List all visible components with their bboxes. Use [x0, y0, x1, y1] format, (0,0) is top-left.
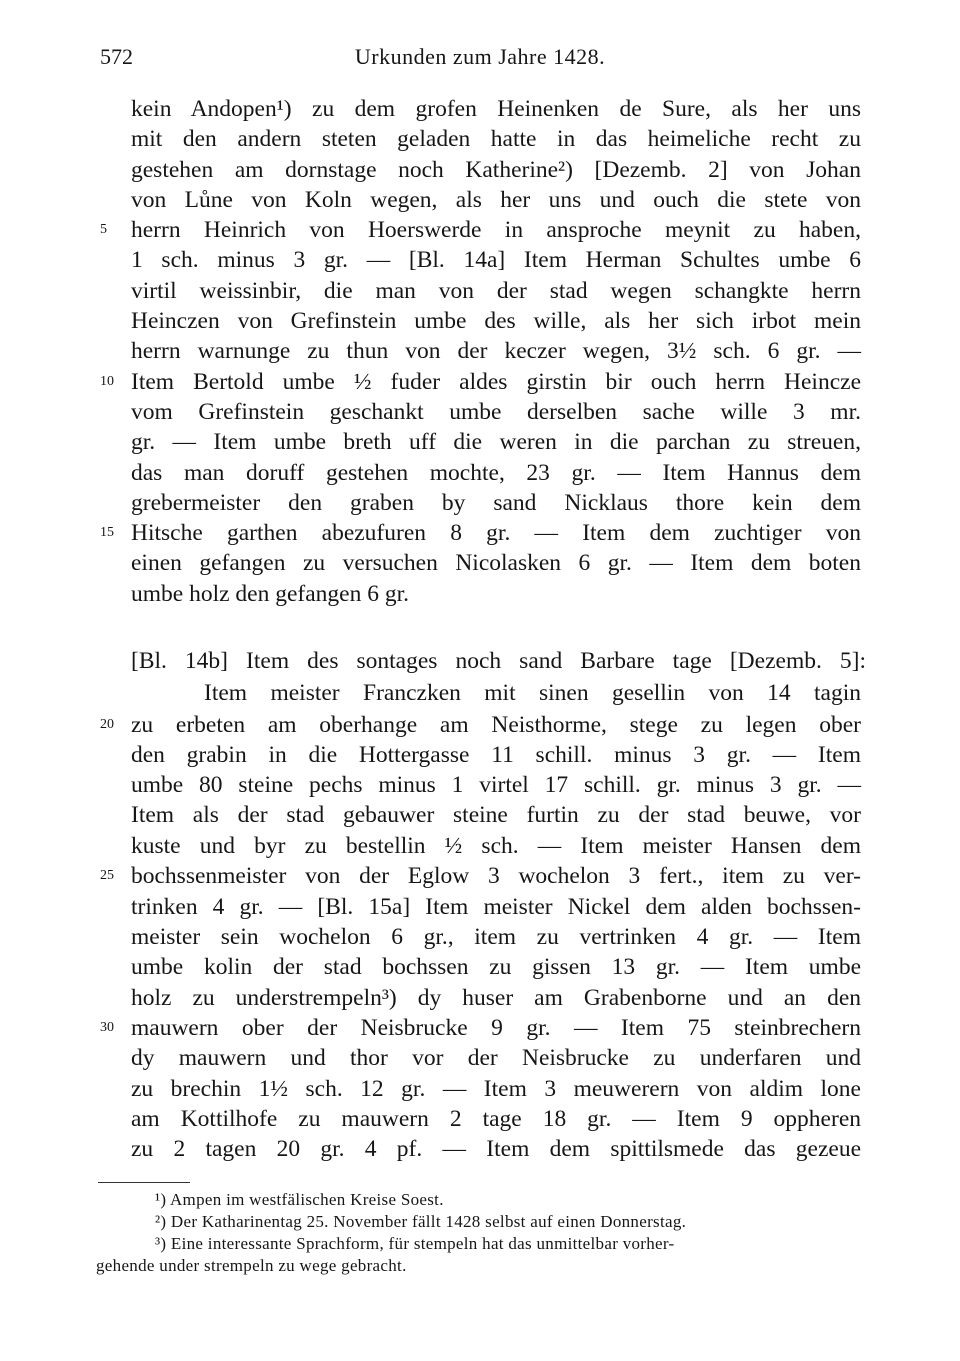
text-line: gr. — Item umbe breth uff die weren in die parchan zu streuen, [131, 429, 861, 455]
footnote-separator [98, 1182, 190, 1183]
text-line: umbe 80 steine pechs minus 1 virtel 17 schill. gr. minus 3 gr. — [131, 772, 861, 798]
footnote: ¹) Ampen im westfälischen Kreise Soest. [155, 1190, 444, 1209]
text-line: kein Andopen¹) zu dem grofen Heinenken de Sure, als her uns [131, 96, 861, 122]
text-line: umbe holz den gefangen 6 gr. [131, 581, 409, 607]
text-line: den grabin in die Hottergasse 11 schill. minus 3 gr. — Item [131, 742, 861, 768]
text-line: einen gefangen zu versuchen Nicolasken 6 gr. — Item dem boten [131, 550, 861, 576]
text-line: Item Bertold umbe ½ fuder aldes girstin bir ouch herrn Heincze [131, 369, 861, 395]
line-number: 20 [100, 717, 114, 732]
section-heading: [Bl. 14b] Item des sontages noch sand Barbare tage [Dezemb. 5]: [131, 648, 866, 674]
text-line: kuste und byr zu bestellin ½ sch. — Item meister Hansen dem [131, 833, 861, 859]
text-line: mit den andern steten geladen hatte in das heimeliche recht zu [131, 126, 861, 152]
text-line: Item als der stad gebauwer steine furtin zu der stad beuwe, vor [131, 802, 861, 828]
text-line: meister sein wochelon 6 gr., item zu vertrinken 4 gr. — Item [131, 924, 861, 950]
line-number: 30 [100, 1020, 114, 1035]
footnote: ²) Der Katharinentag 25. November fällt 1428 selbst auf einen Donnerstag. [155, 1212, 687, 1231]
page-number: 572 [100, 44, 133, 69]
text-line: zu brechin 1½ sch. 12 gr. — Item 3 meuwerern von aldim lone [131, 1076, 861, 1102]
text-line: umbe kolin der stad bochssen zu gissen 13 gr. — Item umbe [131, 954, 861, 980]
text-line: dy mauwern und thor vor der Neisbrucke zu underfaren und [131, 1045, 861, 1071]
text-line: Hitsche garthen abezufuren 8 gr. — Item dem zuchtiger von [131, 520, 861, 546]
text-line: gestehen am dornstage noch Katherine²) [Dezemb. 2] von Johan [131, 157, 861, 183]
text-line: trinken 4 gr. — [Bl. 15a] Item meister Nickel dem alden bochssen- [131, 894, 861, 920]
text-line: Item meister Franczken mit sinen gesellin von 14 tagin [204, 680, 861, 706]
text-line: das man doruff gestehen mochte, 23 gr. — Item Hannus dem [131, 460, 861, 486]
line-number: 5 [100, 222, 107, 237]
text-line: herrn Heinrich von Hoerswerde in ansproche meynit zu haben, [131, 217, 861, 243]
text-line: holz zu understrempeln³) dy huser am Grabenborne und an den [131, 985, 861, 1011]
line-number: 25 [100, 868, 114, 883]
line-number: 15 [100, 525, 114, 540]
text-line: 1 sch. minus 3 gr. — [Bl. 14a] Item Herman Schultes umbe 6 [131, 247, 861, 273]
text-line: von Lůne von Koln wegen, als her uns und ouch die stete von [131, 187, 861, 213]
text-line: virtil weissinbir, die man von der stad wegen schangkte herrn [131, 278, 861, 304]
footnote-continuation: gehende under strempeln zu wege gebracht. [96, 1256, 407, 1275]
footnote: ³) Eine interessante Sprachform, für stempeln hat das unmittelbar vorher- [155, 1234, 675, 1253]
text-line: am Kottilhofe zu mauwern 2 tage 18 gr. — Item 9 oppheren [131, 1106, 861, 1132]
text-line: herrn warnunge zu thun von der keczer wegen, 3½ sch. 6 gr. — [131, 338, 861, 364]
text-line: Heinczen von Grefinstein umbe des wille, als her sich irbot mein [131, 308, 861, 334]
text-line: mauwern ober der Neisbrucke 9 gr. — Item 75 steinbrechern [131, 1015, 861, 1041]
line-number: 10 [100, 374, 114, 389]
text-line: zu erbeten am oberhange am Neisthorme, stege zu legen ober [131, 712, 861, 738]
text-line: zu 2 tagen 20 gr. 4 pf. — Item dem spittilsmede das gezeue [131, 1136, 861, 1162]
text-line: grebermeister den graben by sand Nicklaus thore kein dem [131, 490, 861, 516]
running-header-title: Urkunden zum Jahre 1428. [354, 44, 606, 69]
text-line: vom Grefinstein geschankt umbe derselben sache wille 3 mr. [131, 399, 861, 425]
text-line: bochssenmeister von der Eglow 3 wochelon 3 fert., item zu ver- [131, 863, 861, 889]
